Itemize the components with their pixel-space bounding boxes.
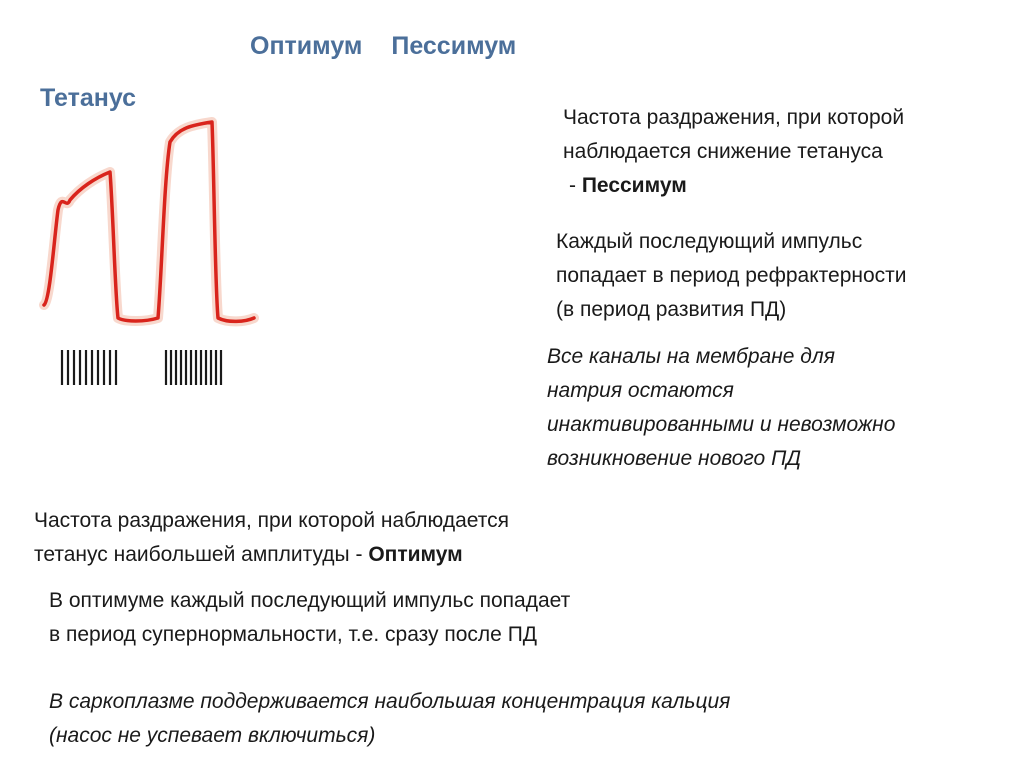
pessimum-definition-line2: наблюдается снижение тетануса [563,140,883,163]
sodium-channels-note [547,340,895,476]
refractory-note [556,225,907,327]
refractory-line2: попадает в период рефрактерности [556,264,907,287]
tetanus-label: Тетанус [40,84,137,112]
optimum-definition-line1: Частота раздражения, при которой наблюдается [34,509,509,532]
tetanus-curve-icon [44,122,254,321]
supernormal-note [49,584,570,652]
pessimum-definition [563,101,904,203]
pessimum-term: Пессимум [581,174,687,197]
title-pessimum: Пессимум [391,32,517,60]
channels-line4: возникновение нового ПД [547,447,802,470]
optimum-definition-line2 [34,538,509,572]
supernormal-line2: в период супернормальности, т.е. сразу после ПД [49,623,538,646]
page-title [250,32,516,61]
channels-line1: Все каналы на мембране для [547,345,835,368]
supernormal-line1: В оптимуме каждый последующий импульс попадает [49,589,571,612]
title-optimum: Оптимум [250,32,363,60]
stimulus-group-1 [62,350,116,385]
pessimum-definition-line3 [563,169,904,203]
channels-line2: натрия остаются [547,379,734,402]
stimulus-pulse-icon [62,350,221,385]
optimum-definition [34,504,509,572]
calcium-line2: (насос не успевает включиться) [49,724,376,747]
channels-line3: инактивированными и невозможно [547,413,896,436]
calcium-line1: В саркоплазме поддерживается наибольшая концентрация кальция [49,690,731,713]
refractory-line1: Каждый последующий импульс [556,230,863,253]
refractory-line3: (в период развития ПД) [556,298,787,321]
calcium-note [49,685,730,753]
stimulus-group-2 [166,350,221,385]
pessimum-definition-line1: Частота раздражения, при которой [563,106,905,129]
optimum-term: Оптимум [368,543,463,566]
tetanus-trace-glow [44,122,254,321]
optimum-definition-text: тетанус наибольшей амплитуды - [34,543,369,566]
pessimum-dash: - [569,174,582,197]
tetanus-trace-line [44,122,254,321]
tetanus-figure [0,60,260,400]
